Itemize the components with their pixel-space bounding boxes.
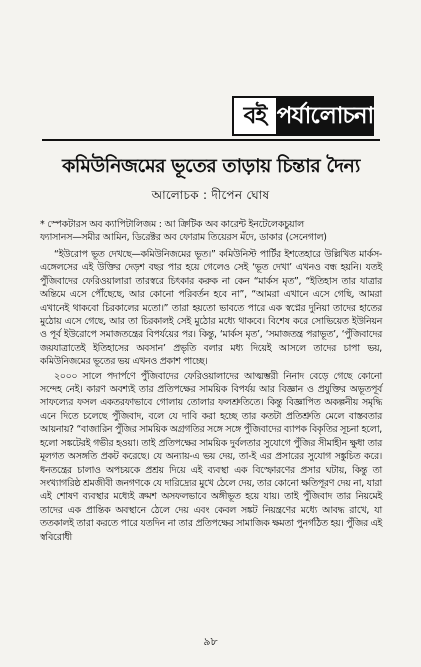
bibliography-line: ফ্যাসানস—সমীর আমিন, ডিরেক্টর অব ফোরাম তিয়েরস মঁদে, ডাকার (সেনেগাল) <box>40 232 327 243</box>
body-paragraph: “ইউরোপ ভূত দেখছে—কমিউনিজমের ভূত।” কমিউনিস্ট পার্টির ইশতেহারে উল্লিখিত মার্কস-এঙ্গেলসের এই উক্তির দেড়শ বছর পার হয়ে গেলেও সেই ‘ভূত দেখা’ এখনও বন্ধ হয়নি। যতই পুঁজিবাদের ফেরিওয়ালারা তারস্বরে চিৎকার করুক না কেন “মার্কস মৃত”, “ইতিহাস তার যাত্রার অন্তিমে এসে পৌঁছেছে, আর কোনো পরিবর্তন হবে না”, “আমরা এখানে এসে গেছি, আমরা এখানেই থাকবো চিরকালের মতো।” তারা হয়তো ভাবতে পারে এক স্বপ্নের দুনিয়া তাদের হাতের মুঠোয় এসে গেছে, আর তা চিরকালই সেই মুঠোর মধ্যে থাকবে। বিশেষ করে সোভিয়েত ইউনিয়ন ও পূর্ব ইউরোপে সমাজতন্ত্রের বিপর্যয়ের পর। কিন্তু, ‘মার্কস মৃত’, ‘সমাজতন্ত্র পরাভূত’, ‘পুঁজিবাদের জয়যাত্রাতেই ইতিহাসের অবসান’ প্রভৃতি বলার মধ্য দিয়েই আসলে তাদের চাপা ভয়, কমিউনিজমের ভূতের ভয় এখনও প্রকাশ পাচ্ছে। <box>40 249 382 368</box>
banner-book-label: বই <box>232 96 276 136</box>
page-number: ৯৮ <box>203 635 218 648</box>
bibliography-note <box>40 218 380 244</box>
header-rule <box>42 139 380 141</box>
bibliography-line: * স্পেকটারস অব ক্যাপিটালিজম : আ ক্রিটিক অব কারেন্ট ইনটেলেকচুয়াল <box>40 219 304 230</box>
reviewer-byline: আলোচক : দীপেন ঘোষ <box>151 188 270 202</box>
section-banner <box>232 96 374 136</box>
body-paragraph: ২০০০ সালে পদার্পণে পুঁজিবাদের ফেরিওয়ালাদের আত্মম্ভরী নিনাদ বেড়ে গেছে কোনো সন্দেহ নেই। কারণ অবশ্যই তার প্রতিপক্ষের সাময়িক বিপর্যয় আর বিজ্ঞান ও প্রযুক্তির অভূতপূর্ব সাফল্যের ফসল একতরফাভাবে গোলায় তোলার ফলশ্রুতিতে। কিন্তু বিজ্ঞাপিত অকল্পনীয় সমৃদ্ধি এনে দিতে চলেছে পুঁজিবাদ, বলে যে দাবি করা হচ্ছে তার কতটা প্রতিশ্রুতি মেলে বাস্তবতার আয়নায়? “বাজারিন পুঁজির সাময়িক অগ্রগতির সঙ্গে সঙ্গে পুঁজিবাদের ব্যাপক বিকৃতির সূচনা হলো, হলো সঙ্কটেরই গভীর হওয়া। তাই প্রতিপক্ষের সাময়িক দুর্বলতার সুযোগে পুঁজির সীমাহীন ক্ষুধা তার মূলগত অসঙ্গতি প্রকট করেছে। যে অন্যায়-এ ভয় দেয়, তা-ই এর প্রসারের সুযোগ সঙ্কুচিত করে। ধনতন্ত্রের চালাও অপচয়কে প্রশ্রয় দিয়ে এই ব্যবস্থা এক বিস্ফোরণের প্রসার ঘটায়, কিন্তু তা সংখ্যাগরিষ্ঠ শ্রমজীবী জনগণকে যে দারিদ্র্যের মুখে ঠেলে দেয়, তার কোনো ক্ষতিপূরণ দেয় না, যারা এই শোষণ ব্যবস্থার মধ্যেই ক্রমশ অসফলভাবে অঙ্গীভূত হয়ে যায়। তাই পুঁজিবাদ তার নিয়মেই তাদের এক প্রান্তিক অবস্থানে ঠেলে দেয় এবং কেবল সঙ্কট নিয়ন্ত্রণের মধ্যে আবদ্ধ রাখে, যা ততকালই তারা করতে পারে যতদিন না তার প্রতিপক্ষের সামাজিক ক্ষমতা পুনর্গঠিত হয়। পুঁজির এই স্ববিরোধী <box>40 370 382 543</box>
banner-review-label: পর্যালোচনা <box>276 96 374 136</box>
article-body <box>40 248 382 545</box>
article-title: কমিউনিজমের ভূতের তাড়ায় চিন্তার দৈন্য <box>62 155 360 177</box>
